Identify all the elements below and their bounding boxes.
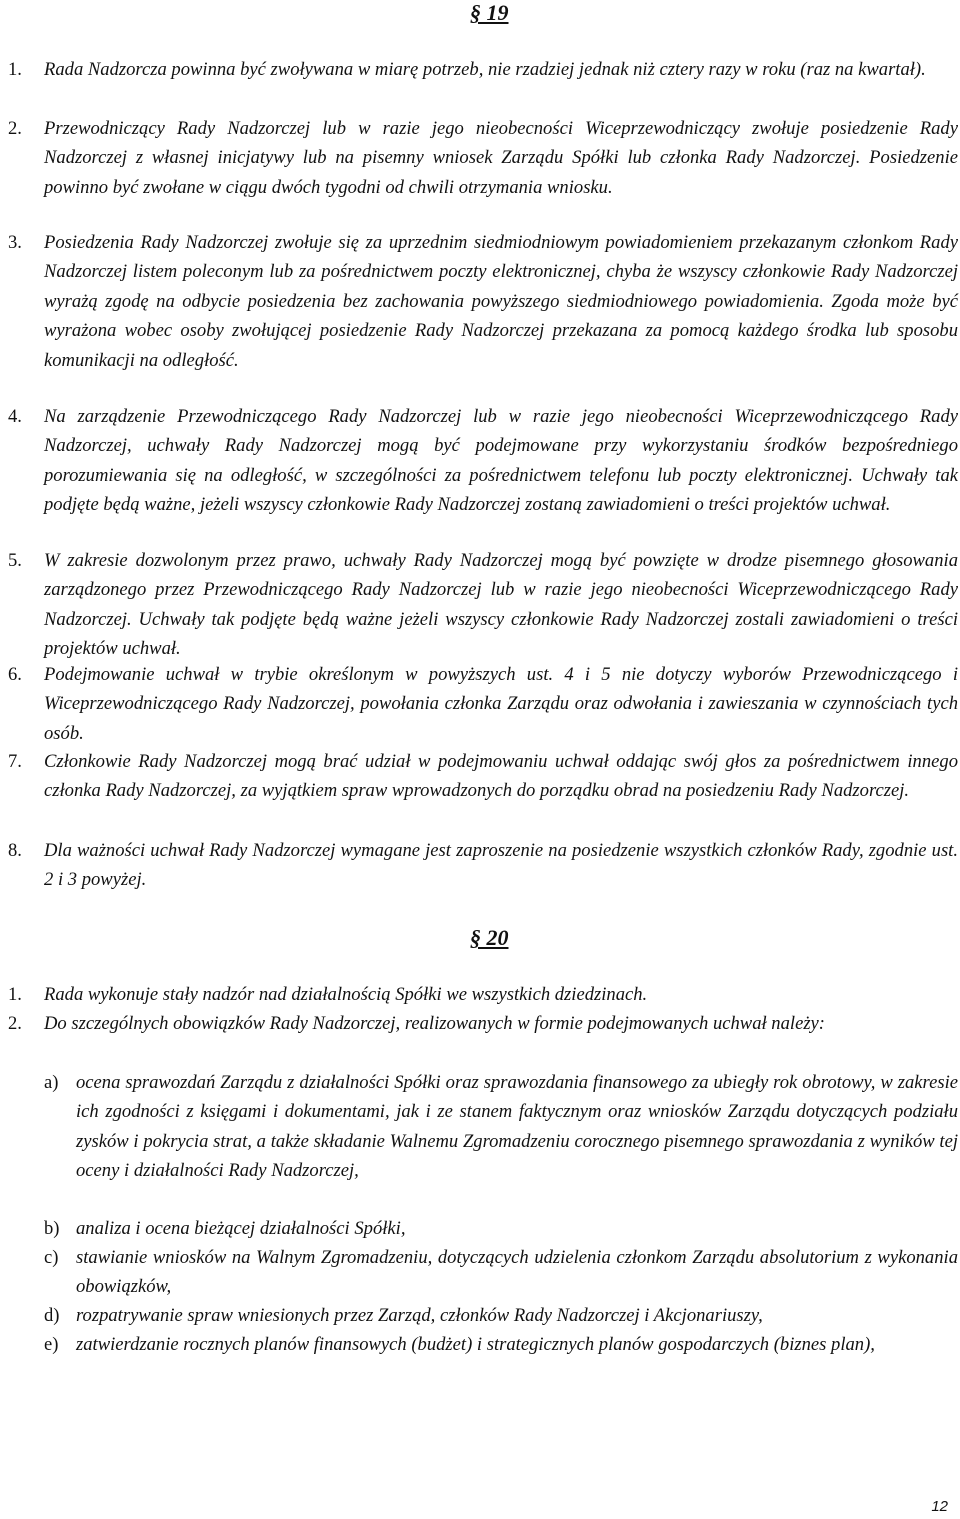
sub-list-item bbox=[0, 1068, 958, 1186]
sub-item-text: ocena sprawozdań Zarządu z działalności Spółki oraz sprawozdania finansowego za ubiegły rok obrotowy, w zakresie ich zgodności z księgami i dokumentami, jak i ze stanem faktycznym oraz wniosków Zarządu dotyczących podziału zysków i pokrycia strat, a także składanie Walnemu Zgromadzeniu corocznego pisemnego sprawozdania z wyników tej oceny i działalności Rady Nadzorczej, bbox=[76, 1072, 958, 1182]
item-text: W zakresie dozwolonym przez prawo, uchwały Rady Nadzorczej mogą być powzięte w drodze pisemnego głosowania zarządzonego przez Przewodniczącego Rady Nadzorczej lub w razie jego nieobecności Wiceprzewodniczącego Rady Nadzorczej. Uchwały tak podjęte będą ważne jeżeli wszyscy członkowie Rady Nadzorczej zostali zawiadomieni o treści projektów uchwał. bbox=[44, 550, 958, 660]
item-number: 2. bbox=[8, 1013, 22, 1034]
item-number: 2. bbox=[8, 118, 22, 139]
item-number: 6. bbox=[8, 664, 22, 685]
item-number: 5. bbox=[8, 550, 22, 571]
item-number: 3. bbox=[8, 232, 22, 253]
sub-item-text: zatwierdzanie rocznych planów finansowych (budżet) i strategicznych planów gospodarczych (biznes plan), bbox=[76, 1334, 875, 1355]
item-text: Rada wykonuje stały nadzór nad działalnością Spółki we wszystkich dziedzinach. bbox=[44, 984, 648, 1005]
sub-item-letter: a) bbox=[44, 1072, 59, 1093]
sub-item-letter: d) bbox=[44, 1305, 60, 1326]
list-item bbox=[0, 660, 958, 748]
item-number: 8. bbox=[8, 840, 22, 861]
item-number: 1. bbox=[8, 59, 22, 80]
item-text: Przewodniczący Rady Nadzorczej lub w razie jego nieobecności Wiceprzewodniczący zwołuje posiedzenie Rady Nadzorczej z własnej inicjatywy lub na pisemny wniosek Zarządu Spółki lub członka Rady Nadzorczej. Posiedzenie powinno być zwołane w ciągu dwóch tygodni od chwili otrzymania wniosku. bbox=[44, 118, 958, 198]
item-text: Rada Nadzorcza powinna być zwoływana w miarę potrzeb, nie rzadziej jednak niż cztery razy w roku (raz na kwartał). bbox=[44, 59, 926, 80]
sub-list-item bbox=[0, 1214, 958, 1243]
sub-list-item bbox=[0, 1243, 958, 1302]
sub-list-item bbox=[0, 1301, 958, 1330]
sub-item-text: analiza i ocena bieżącej działalności Spółki, bbox=[76, 1218, 406, 1239]
sub-item-text: rozpatrywanie spraw wniesionych przez Zarząd, członków Rady Nadzorczej i Akcjonariuszy, bbox=[76, 1305, 763, 1326]
item-text: Do szczególnych obowiązków Rady Nadzorczej, realizowanych w formie podejmowanych uchwał należy: bbox=[44, 1013, 826, 1034]
list-item bbox=[0, 114, 958, 202]
sub-item-letter: c) bbox=[44, 1247, 59, 1268]
list-item bbox=[0, 836, 958, 895]
list-item bbox=[0, 546, 958, 664]
list-item bbox=[0, 747, 958, 806]
item-number: 1. bbox=[8, 984, 22, 1005]
section-20-heading: § 20 bbox=[470, 925, 509, 950]
item-text: Dla ważności uchwał Rady Nadzorczej wymagane jest zaproszenie na posiedzenie wszystkich członków Rady, zgodnie ust. 2 i 3 powyżej. bbox=[44, 840, 958, 891]
sub-item-letter: b) bbox=[44, 1218, 60, 1239]
sub-item-letter: e) bbox=[44, 1334, 59, 1355]
section-19-heading: § 19 bbox=[470, 0, 509, 25]
page-number: 12 bbox=[931, 1498, 948, 1515]
sub-item-text: stawianie wniosków na Walnym Zgromadzeniu, dotyczących udzielenia członkom Zarządu absolutorium z wykonania obowiązków, bbox=[76, 1247, 958, 1298]
item-number: 7. bbox=[8, 751, 22, 772]
sub-list-item bbox=[0, 1330, 958, 1359]
list-item bbox=[0, 402, 958, 520]
item-text: Posiedzenia Rady Nadzorczej zwołuje się za uprzednim siedmiodniowym powiadomieniem przekazanym członkom Rady Nadzorczej listem poleconym lub za pośrednictwem poczty elektronicznej, chyba że wszyscy członkowie Rady Nadzorczej wyrażą zgodę na odbycie posiedzenia bez zachowania powyższego siedmiodniowego powiadomienia. Zgoda może być wyrażona wobec osoby zwołującej posiedzenie Rady Nadzorczej przekazana za pomocą każdego środka lub sposobu komunikacji na odległość. bbox=[44, 232, 958, 371]
item-number: 4. bbox=[8, 406, 22, 427]
item-text: Podejmowanie uchwał w trybie określonym w powyższych ust. 4 i 5 nie dotyczy wyborów Przewodniczącego i Wiceprzewodniczącego Rady Nadzorczej, powołania członka Zarządu oraz odwołania i zawieszania w czynnościach tych osób. bbox=[44, 664, 958, 744]
item-text: Na zarządzenie Przewodniczącego Rady Nadzorczej lub w razie jego nieobecności Wiceprzewodniczącego Rady Nadzorczej, uchwały Rady Nadzorczej mogą być podejmowane przy wykorzystaniu środków bezpośredniego porozumiewania się na odległość, w szczególności za pośrednictwem telefonu lub poczty elektronicznej. Uchwały tak podjęte będą ważne, jeżeli wszyscy członkowie Rady Nadzorczej zostaną zawiadomieni o treści projektów uchwał. bbox=[44, 406, 958, 516]
list-item bbox=[0, 228, 958, 375]
list-item bbox=[0, 1009, 958, 1038]
list-item bbox=[0, 55, 958, 84]
item-text: Członkowie Rady Nadzorczej mogą brać udział w podejmowaniu uchwał oddając swój głos za pośrednictwem innego członka Rady Nadzorczej, za wyjątkiem spraw wprowadzonych do porządku obrad na posiedzeniu Rady Nadzorczej. bbox=[44, 751, 958, 802]
list-item bbox=[0, 980, 958, 1009]
